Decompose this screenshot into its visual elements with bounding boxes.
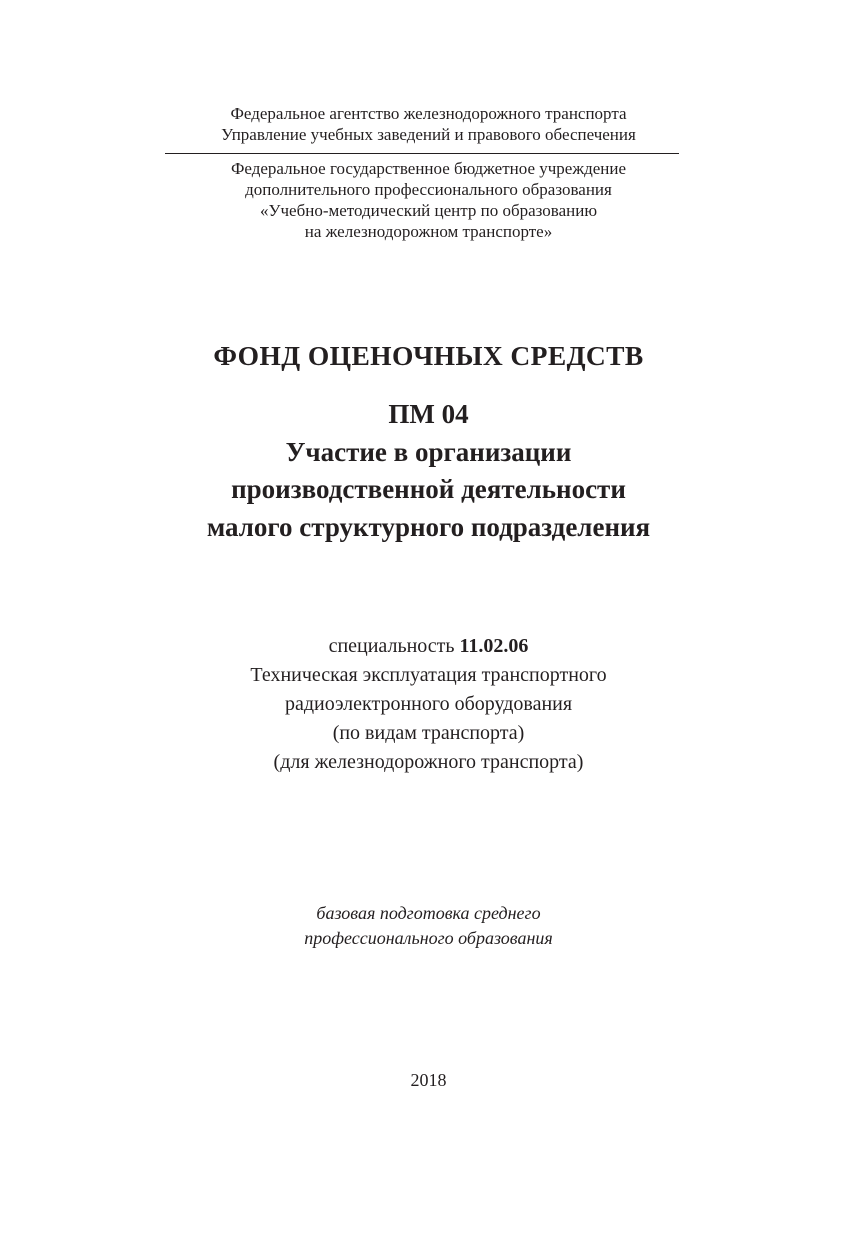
publication-year: 2018 xyxy=(410,1070,447,1090)
header-divider xyxy=(165,153,679,154)
specialty-block xyxy=(0,632,857,777)
module-code: ПМ 04 xyxy=(388,399,469,429)
module-name-line: Участие в организации xyxy=(285,436,572,467)
agency-department: Управление учебных заведений и правового обеспечения xyxy=(221,125,636,144)
training-level-line: базовая подготовка среднего xyxy=(316,903,541,923)
agency-header xyxy=(0,103,857,145)
agency-name: Федеральное агентство железнодорожного транспорта xyxy=(230,104,627,123)
specialty-name-line: (по видам транспорта) xyxy=(332,722,525,744)
module-name-line: малого структурного подразделения xyxy=(206,511,651,542)
specialty-name-line: Техническая эксплуатация транспортного xyxy=(250,664,607,686)
specialty-code: 11.02.06 xyxy=(459,635,529,657)
institution-line: Федеральное государственное бюджетное учреждение xyxy=(230,159,627,178)
specialty-label: специальность xyxy=(328,635,460,657)
specialty-name-line: радиоэлектронного оборудования xyxy=(284,693,573,715)
module-title xyxy=(0,396,857,546)
institution-line: на железнодорожном транспорте» xyxy=(304,222,553,241)
institution-line: дополнительного профессионального образования xyxy=(245,180,612,199)
training-level-line: профессионального образования xyxy=(304,928,553,948)
specialty-name-line: (для железнодорожного транспорта) xyxy=(273,751,584,773)
specialty-heading xyxy=(0,632,857,661)
module-name-line: производственной деятельности xyxy=(231,474,626,504)
training-level xyxy=(0,901,857,951)
institution-line: «Учебно-методический центр по образованию xyxy=(259,201,598,220)
document-title: ФОНД ОЦЕНОЧНЫХ СРЕДСТВ xyxy=(213,340,644,371)
institution-header xyxy=(0,158,857,242)
